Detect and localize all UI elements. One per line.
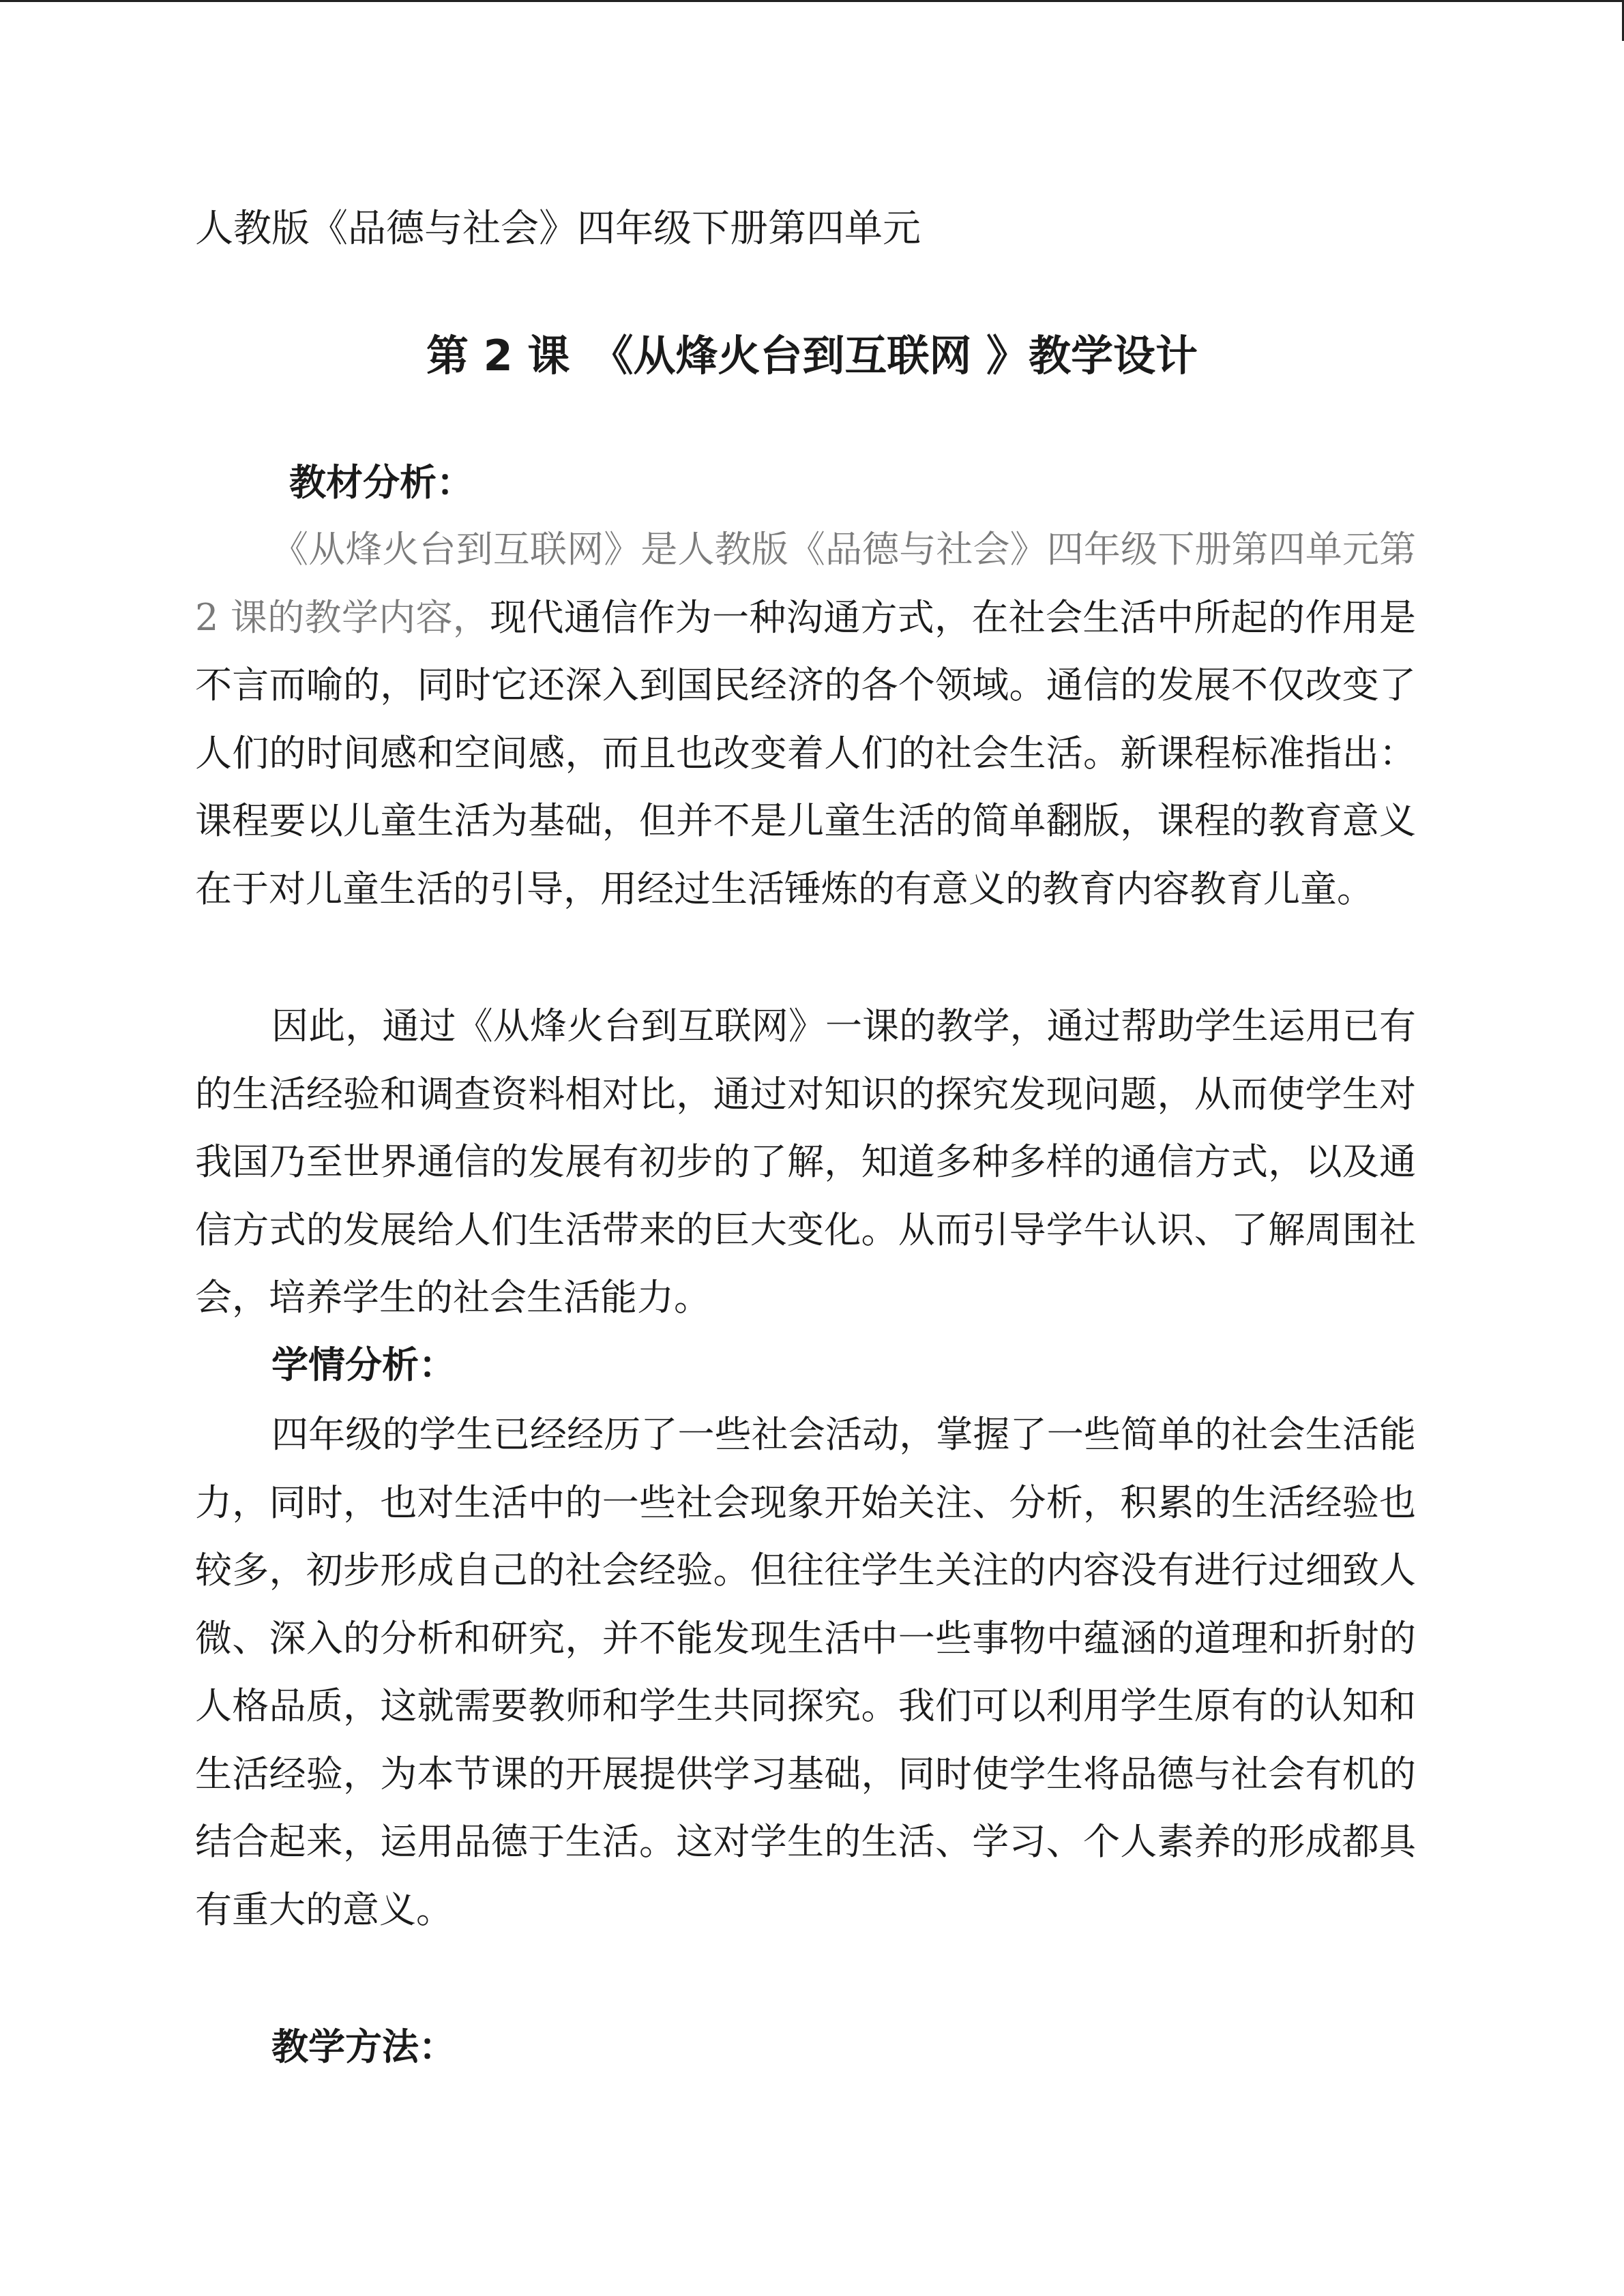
learner-analysis-paragraph: 四年级的学生已经经历了一些社会活动，掌握了一些简单的社会生活能力，同时，也对生活中的一些社会现象开始关注、分析，积累的生活经验也较多，初步形成自己的社会经验。但往往学生关注的内容没有进行过细致人微、深入的分析和研究，并不能发现生活中一些事物中蕴涵的道理和折射的人格品质，这就需要教师和学生共同探究。我们可以利用学生原有的认知和生活经验，为本节课的开展提供学习基础，同时使学生将品德与社会有机的结合起来，运用品德于生活。这对学生的生活、学习、个人素养的形成都具有重大的意义。 — [195, 1413, 1416, 1931]
material-analysis-paragraph-1-body: 现代通信作为一种沟通方式，在社会生活中所起的作用是不言而喻的，同时它还深入到国民经济的各个领域。通信的发展不仅改变了人们的时间感和空间感，而且也改变着人们的社会生活。新课程标准指出：课程要以儿童生活为基础，但并不是儿童生活的简单翻版，课程的教育意义在于对儿童生活的引导，用经过生活锤炼的有意义的教育内容教育儿童。 — [195, 595, 1416, 910]
document-title: 第 2 课 《从烽火台到互联网 》教学设计 — [426, 331, 1198, 381]
document-subtitle: 人教版《品德与社会》四年级下册第四单元 — [195, 207, 921, 251]
section-heading-material-analysis: 教材分析： — [289, 461, 473, 504]
top-border-line — [0, 0, 1624, 2]
section-heading-learner-analysis: 学情分析： — [271, 1343, 456, 1386]
material-analysis-paragraph-1 — [195, 516, 1416, 923]
section-heading-teaching-method: 教学方法： — [271, 2025, 456, 2068]
material-analysis-paragraph-1-lead: 《从烽火台到互联网》是人教版《品德与社会》四年级下册第四单元第 2 课的教学内容， — [195, 528, 1416, 639]
material-analysis-paragraph-2: 因此，通过《从烽火台到互联网》一课的教学，通过帮助学生运用已有的生活经验和调查资料相对比，通过对知识的探究发现问题，从而使学生对我国乃至世界通信的发展有初步的了解，知道多种多样的通信方式，以及通信方式的发展给人们生活带来的巨大变化。从而引导学牛认识、了解周围社会，培养学生的社会生活能力。 — [195, 1004, 1416, 1319]
